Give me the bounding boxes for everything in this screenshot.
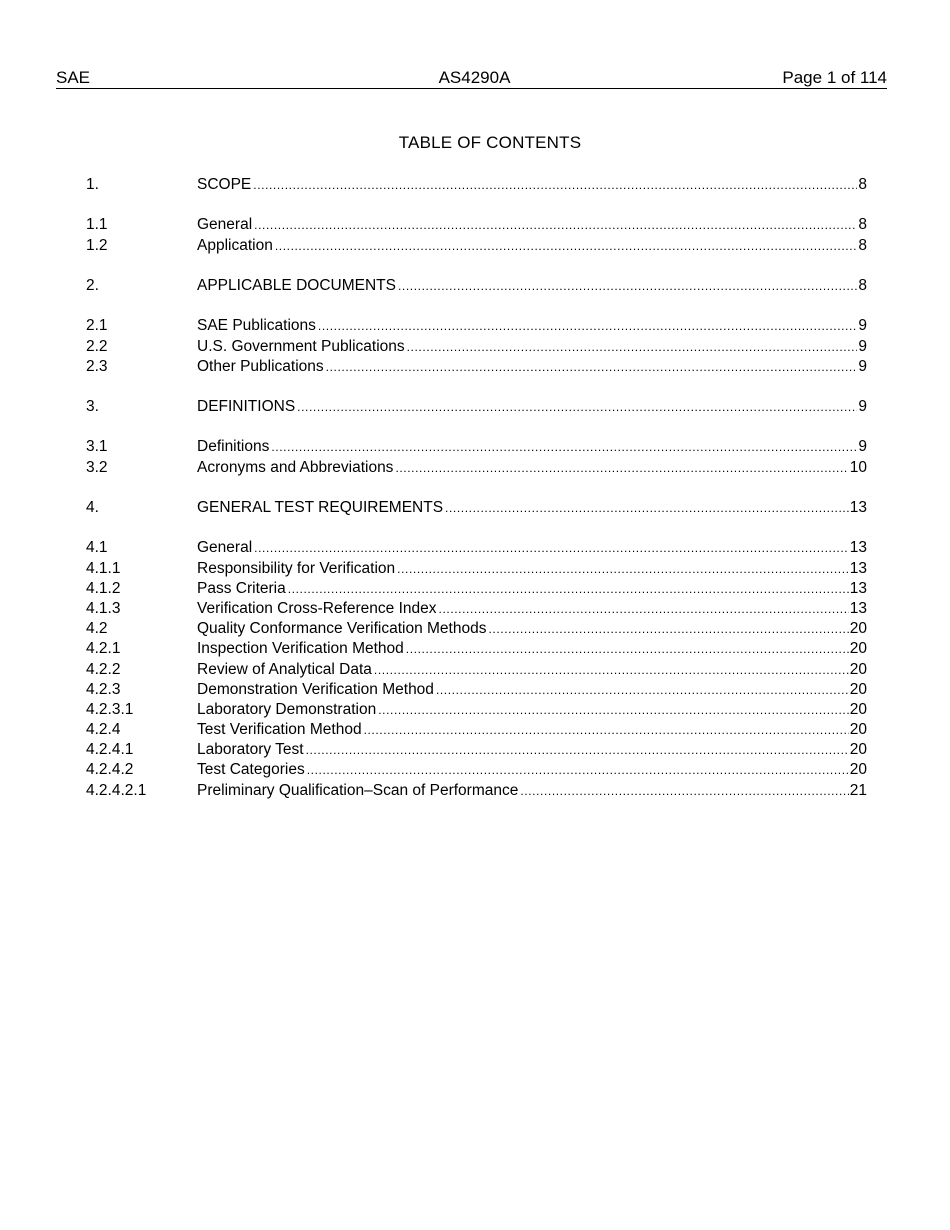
- toc-entry-number: 4.2.3.1: [86, 700, 134, 718]
- toc-entry-page: 9: [858, 357, 867, 375]
- toc-entry-title: Laboratory Demonstration: [197, 700, 377, 718]
- dot-leader: [374, 660, 849, 680]
- toc-entry-title: U.S. Government Publications: [197, 337, 405, 355]
- toc-entry-title: General: [197, 539, 253, 557]
- toc-entry-page: 20: [849, 761, 867, 779]
- toc-entry-page: 20: [849, 700, 867, 718]
- dot-leader: [520, 781, 848, 801]
- toc-entry[interactable]: [86, 538, 867, 558]
- toc-entry[interactable]: [86, 175, 867, 195]
- dot-leader: [254, 215, 857, 235]
- dot-leader: [275, 236, 858, 256]
- toc-entry-number: 4.1.1: [86, 559, 121, 577]
- dot-leader: [306, 740, 849, 760]
- toc-entry-number: 1.2: [86, 236, 108, 254]
- toc-entry-number: 4.2: [86, 620, 108, 638]
- toc-entry[interactable]: [86, 639, 867, 659]
- dot-leader: [407, 337, 858, 357]
- toc-entry[interactable]: [86, 579, 867, 599]
- toc-entry-title: General: [197, 216, 253, 234]
- toc-entry[interactable]: [86, 316, 867, 336]
- toc-entry-page: 13: [849, 559, 867, 577]
- page-header: [56, 67, 887, 89]
- toc-entry-page: 9: [858, 398, 867, 416]
- toc-entry[interactable]: [86, 458, 867, 478]
- dot-leader: [439, 599, 849, 619]
- dot-leader: [318, 316, 857, 336]
- toc-entry-page: 8: [858, 216, 867, 234]
- dot-leader: [364, 720, 849, 740]
- toc-entry-page: 9: [858, 337, 867, 355]
- dot-leader: [378, 700, 849, 720]
- toc-entry-title: DEFINITIONS: [197, 398, 296, 416]
- toc-entry-number: 4.2.4.2.1: [86, 781, 147, 799]
- toc-entry-title: Inspection Verification Method: [197, 640, 404, 658]
- toc-entry[interactable]: [86, 760, 867, 780]
- dot-leader: [395, 458, 848, 478]
- toc-entry-title: Review of Analytical Data: [197, 660, 372, 678]
- dot-leader: [488, 619, 848, 639]
- dot-leader: [397, 559, 849, 579]
- toc-entry-title: Quality Conformance Verification Methods: [197, 620, 487, 638]
- dot-leader: [406, 639, 849, 659]
- toc-entry-number: 4.: [86, 499, 99, 516]
- toc-entry[interactable]: [86, 660, 867, 680]
- toc-entry-page: 9: [858, 317, 867, 335]
- toc-entry[interactable]: [86, 599, 867, 619]
- toc-entry[interactable]: [86, 680, 867, 700]
- toc-entry-number: 4.2.1: [86, 640, 121, 658]
- toc-entry-title: Laboratory Test: [197, 741, 304, 759]
- toc-entry-page: 8: [858, 176, 867, 193]
- toc-entry-title: Pass Criteria: [197, 579, 286, 597]
- toc-entry-number: 4.2.4.2: [86, 761, 134, 779]
- toc-entry-page: 8: [858, 276, 867, 294]
- dot-leader: [398, 276, 857, 296]
- toc-entry-page: 20: [849, 680, 867, 698]
- toc-entry[interactable]: [86, 437, 867, 457]
- toc-entry[interactable]: [86, 700, 867, 720]
- toc-entry[interactable]: [86, 720, 867, 740]
- toc-entry-number: 3.2: [86, 458, 108, 476]
- toc-entry-page: 20: [849, 660, 867, 678]
- toc-entry-number: 4.1.3: [86, 599, 121, 617]
- header-page-number: Page 1 of 114: [782, 68, 887, 87]
- toc-entry[interactable]: [86, 215, 867, 235]
- toc-entry-page: 20: [849, 620, 867, 638]
- toc-entry-page: 9: [858, 438, 867, 456]
- dot-leader: [436, 680, 849, 700]
- toc-entry-title: Demonstration Verification Method: [197, 680, 434, 698]
- toc-entry-title: GENERAL TEST REQUIREMENTS: [197, 499, 444, 516]
- toc-entry[interactable]: [86, 559, 867, 579]
- toc-entry-page: 13: [849, 499, 867, 516]
- toc-entry-number: 1.: [86, 176, 99, 193]
- toc-entry[interactable]: [86, 397, 867, 417]
- toc-entry-number: 2.1: [86, 317, 108, 335]
- page-title: TABLE OF CONTENTS: [398, 133, 582, 152]
- dot-leader: [288, 579, 849, 599]
- toc-entry-title: Test Categories: [197, 761, 305, 779]
- toc-entry-page: 13: [849, 579, 867, 597]
- toc-entry[interactable]: [86, 619, 867, 639]
- toc-entry-number: 3.: [86, 398, 99, 416]
- toc-entry-page: 21: [849, 781, 867, 799]
- toc-entry-title: Definitions: [197, 438, 270, 456]
- toc-entry-number: 3.1: [86, 438, 108, 456]
- toc-entry-title: Preliminary Qualification–Scan of Performance: [197, 781, 519, 799]
- toc-entry-page: 10: [849, 458, 867, 476]
- toc-entry[interactable]: [86, 276, 867, 296]
- toc-entry-title: Application: [197, 236, 273, 254]
- dot-leader: [326, 357, 858, 377]
- toc-entry-page: 13: [849, 539, 867, 557]
- toc-entry-number: 4.2.2: [86, 660, 121, 678]
- toc-entry-page: 8: [858, 236, 867, 254]
- toc-entry-number: 2.: [86, 276, 99, 294]
- toc-entry[interactable]: [86, 236, 867, 256]
- toc-entry[interactable]: [86, 337, 867, 357]
- dot-leader: [271, 437, 857, 457]
- toc-entry-page: 13: [849, 599, 867, 617]
- toc-entry[interactable]: [86, 781, 867, 801]
- toc-entry-title: SAE Publications: [197, 317, 316, 335]
- toc-entry-number: 2.2: [86, 337, 108, 355]
- toc-entry-number: 1.1: [86, 216, 108, 234]
- toc-entry-title: Other Publications: [197, 357, 324, 375]
- toc-entry-title: Responsibility for Verification: [197, 559, 396, 577]
- dot-leader: [253, 175, 857, 195]
- toc-entry-number: 2.3: [86, 357, 108, 375]
- toc-entry-title: SCOPE: [197, 176, 252, 193]
- dot-leader: [445, 498, 849, 518]
- toc-entry-title: Acronyms and Abbreviations: [197, 458, 394, 476]
- toc-entry-page: 20: [849, 741, 867, 759]
- dot-leader: [254, 538, 849, 558]
- toc-entry-number: 4.1.2: [86, 579, 121, 597]
- toc-entry-page: 20: [849, 640, 867, 658]
- table-of-contents: [86, 175, 867, 801]
- toc-entry-number: 4.2.4: [86, 721, 121, 739]
- toc-entry-number: 4.1: [86, 539, 108, 557]
- toc-entry-title: APPLICABLE DOCUMENTS: [197, 276, 396, 294]
- toc-entry-page: 20: [849, 721, 867, 739]
- toc-entry[interactable]: [86, 740, 867, 760]
- dot-leader: [307, 760, 849, 780]
- toc-entry-number: 4.2.4.1: [86, 741, 134, 759]
- dot-leader: [297, 397, 857, 417]
- toc-entry-number: 4.2.3: [86, 680, 121, 698]
- header-document-number: AS4290A: [438, 68, 511, 87]
- toc-entry[interactable]: [86, 498, 867, 518]
- toc-entry-title: Test Verification Method: [197, 721, 362, 739]
- toc-entry-title: Verification Cross-Reference Index: [197, 599, 437, 617]
- header-org: SAE: [56, 68, 91, 87]
- toc-entry[interactable]: [86, 357, 867, 377]
